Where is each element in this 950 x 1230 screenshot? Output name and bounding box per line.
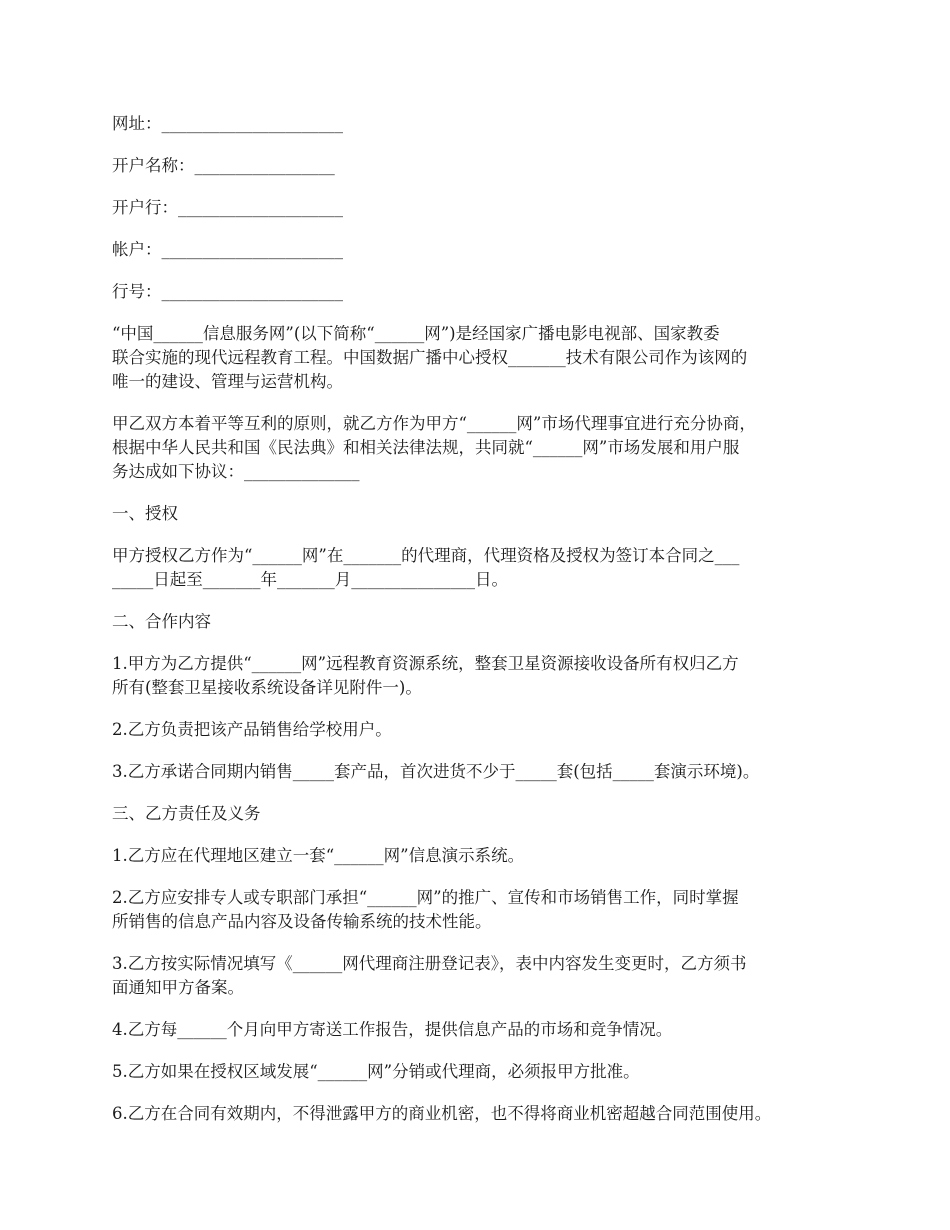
section-heading-authorization: 一、授权 <box>112 504 178 523</box>
intro-paragraph: “中国______信息服务网”(以下简称“______网”)是经国家广播电影电视部、国家教委 联合实施的现代远程教育工程。中国数据广播中心授权_______技术有限公司作为该网的 唯一的建设、管理与运营机构。 <box>112 324 748 391</box>
authorization-paragraph: 甲方授权乙方作为“______网”在_______的代理商，代理资格及授权为签订本合同之___ _____日起至_______年_______月_______________日。 <box>112 546 740 589</box>
field-website: 网址：______________________ <box>112 114 343 133</box>
duty-item-3: 3.乙方按实际情况填写《______网代理商注册登记表》，表中内容发生变更时，乙方须书 面通知甲方备案。 <box>112 954 747 997</box>
cooperation-item-2: 2.乙方负责把该产品销售给学校用户。 <box>112 720 392 739</box>
field-bank: 开户行：____________________ <box>112 198 343 217</box>
duty-item-5: 5.乙方如果在授权区域发展“______网”分销或代理商，必须报甲方批准。 <box>112 1062 640 1081</box>
field-account: 帐户：______________________ <box>112 240 343 259</box>
field-bank-code: 行号：______________________ <box>112 282 343 301</box>
duty-item-4: 4.乙方每______个月向甲方寄送工作报告，提供信息产品的市场和竞争情况。 <box>112 1020 673 1039</box>
duty-item-2: 2.乙方应安排专人或专职部门承担“______网”的推广、宣传和市场销售工作，同时掌握 所销售的信息产品内容及设备传输系统的技术性能。 <box>112 888 739 931</box>
field-account-name: 开户名称：_________________ <box>112 156 335 175</box>
cooperation-item-1: 1.甲方为乙方提供“______网”远程教育资源系统，整套卫星资源接收设备所有权归乙方 所有(整套卫星接收系统设备详见附件一)。 <box>112 654 739 697</box>
duty-item-1: 1.乙方应在代理地区建立一套“______网”信息演示系统。 <box>112 846 525 865</box>
section-heading-cooperation: 二、合作内容 <box>112 612 211 631</box>
document-page <box>112 112 857 1144</box>
section-heading-duties: 三、乙方责任及义务 <box>112 804 261 823</box>
duty-item-6: 6.乙方在合同有效期内，不得泄露甲方的商业机密，也不得将商业机密超越合同范围使用。 <box>112 1104 772 1123</box>
agreement-paragraph: 甲乙双方本着平等互利的原则，就乙方作为甲方“______网”市场代理事宜进行充分协商， 根据中华人民共和国《民法典》和相关法律法规，共同就“______网”市场发展和用户服 务达成如下协议：______________ <box>112 414 756 481</box>
cooperation-item-3: 3.乙方承诺合同期内销售_____套产品，首次进货不少于_____套(包括_____套演示环境)。 <box>112 762 760 781</box>
